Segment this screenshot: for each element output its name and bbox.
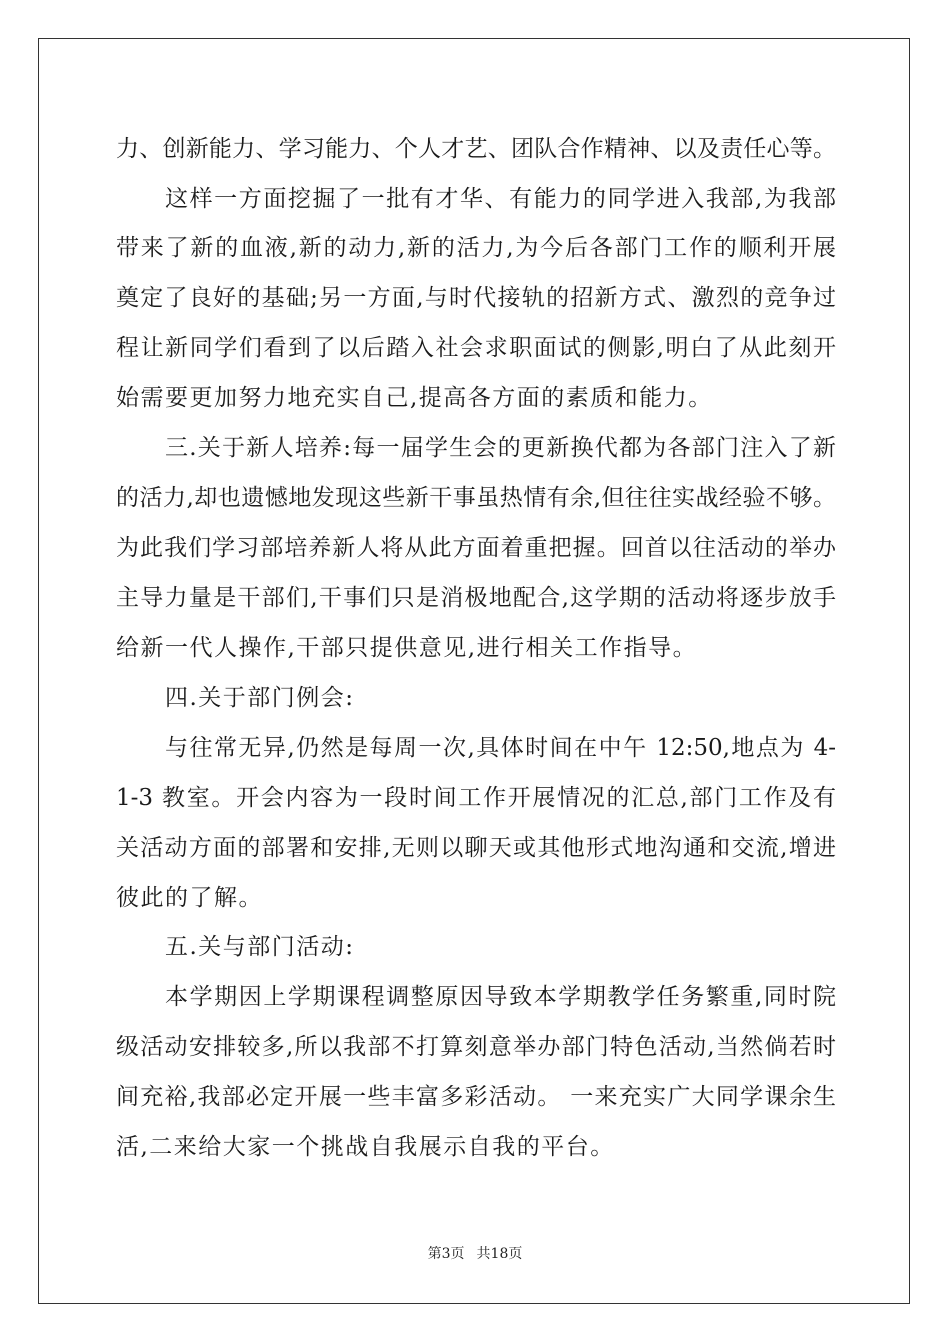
text-line: 三.关于新人培养:每一届学生会的更新换代都为各部门注入了新: [165, 435, 836, 461]
page-footer: [0, 1245, 950, 1263]
page-total: 共18页: [476, 1246, 523, 1262]
text-line: 给新一代人操作,干部只提供意见,进行相关工作指导。: [116, 635, 698, 661]
text-line: 关活动方面的部署和安排,无则以聊天或其他形式地沟通和交流,增进: [116, 835, 836, 861]
text-line: 彼此的了解。: [116, 885, 263, 911]
text-line: 带来了新的血液,新的动力,新的活力,为今后各部门工作的顺利开展: [116, 235, 836, 261]
text-line: 力、创新能力、学习能力、个人才艺、团队合作精神、以及责任心等。: [116, 136, 836, 162]
text-line: 程让新同学们看到了以后踏入社会求职面试的侧影,明白了从此刻开: [116, 335, 836, 361]
text-line: 为此我们学习部培养新人将从此方面着重把握。回首以往活动的举办: [116, 535, 836, 561]
page-number: 第3页: [427, 1246, 465, 1262]
text-line: 本学期因上学期课程调整原因导致本学期教学任务繁重,同时院: [165, 984, 836, 1010]
text-line: 的活力,却也遗憾地发现这些新干事虽热情有余,但往往实战经验不够。: [116, 485, 836, 511]
section-heading: 五.关与部门活动:: [165, 934, 355, 960]
text-line: 级活动安排较多,所以我部不打算刻意举办部门特色活动,当然倘若时: [116, 1034, 836, 1060]
page-border: [38, 38, 910, 1304]
section-heading: 四.关于部门例会:: [165, 685, 355, 711]
text-line: 与往常无异,仍然是每周一次,具体时间在中午 12:50,地点为 4-: [165, 735, 836, 761]
text-line: 1-3 教室。开会内容为一段时间工作开展情况的汇总,部门工作及有: [116, 785, 836, 811]
text-line: 奠定了良好的基础;另一方面,与时代接轨的招新方式、激烈的竞争过: [116, 285, 836, 311]
text-line: 主导力量是干部们,干事们只是消极地配合,这学期的活动将逐步放手: [116, 585, 836, 611]
text-line: 这样一方面挖掘了一批有才华、有能力的同学进入我部,为我部: [165, 186, 836, 212]
text-line: 间充裕,我部必定开展一些丰富多彩活动。 一来充实广大同学课余生: [116, 1084, 836, 1110]
text-line: 活,二来给大家一个挑战自我展示自我的平台。: [116, 1134, 615, 1160]
text-line: 始需要更加努力地充实自己,提高各方面的素质和能力。: [116, 385, 713, 411]
